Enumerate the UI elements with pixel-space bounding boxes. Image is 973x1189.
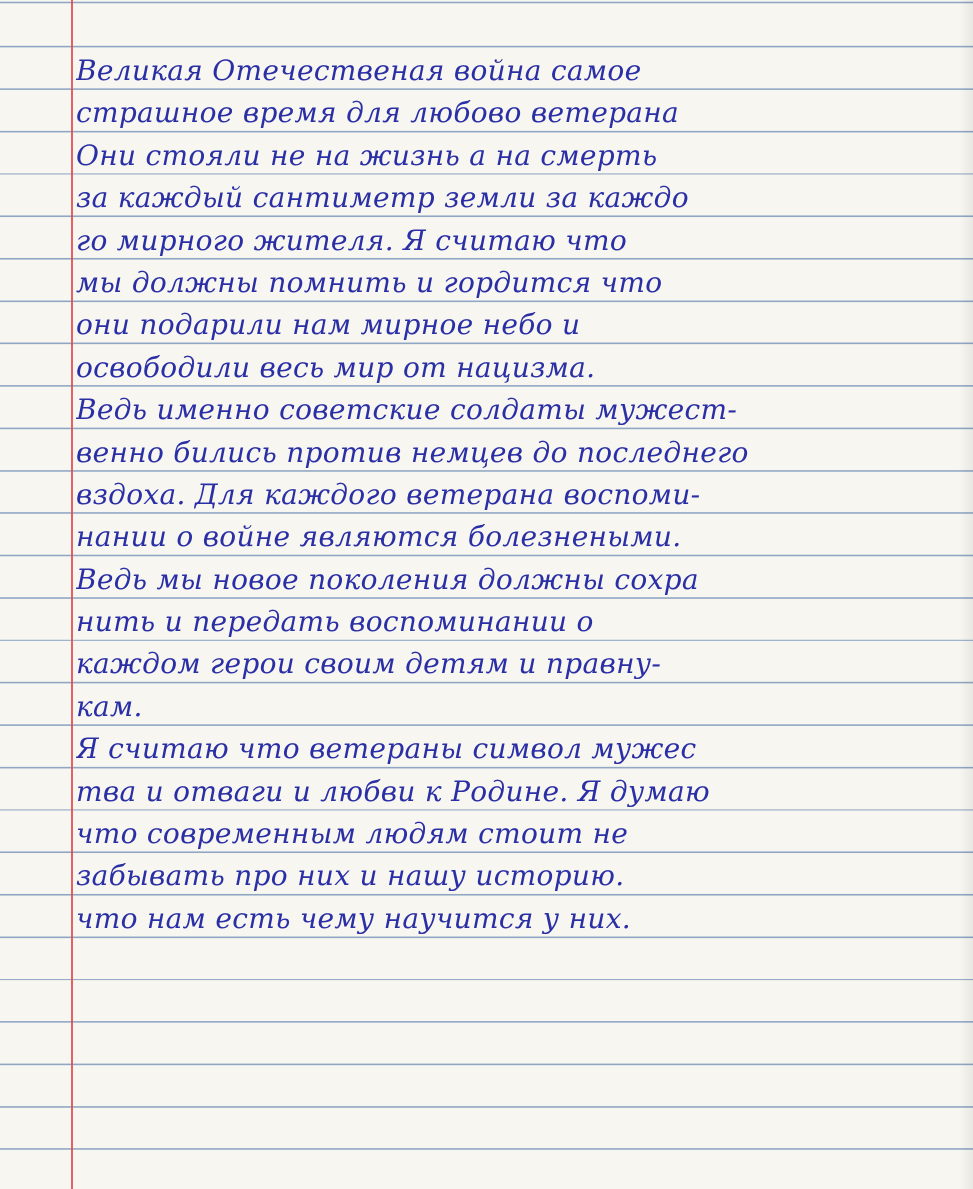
text-line: вздоха. Для каждого ветерана воспоми- <box>76 477 701 511</box>
text-line: Они стояли не на жизнь а на смерть <box>76 138 658 172</box>
text-line: Ведь мы новое поколения должны сохра <box>76 562 699 596</box>
text-line: за каждый сантиметр земли за каждо <box>76 181 689 215</box>
text-line: забывать про них и нашу историю. <box>76 859 625 893</box>
text-line: они подарили нам мирное небо и <box>76 308 581 342</box>
text-line: Великая Отечественая война самое <box>76 54 642 87</box>
text-line: что нам есть чему научится у них. <box>76 901 631 935</box>
text-line: Я считаю что ветераны символ мужес <box>76 732 697 766</box>
text-line: кам. <box>76 689 143 723</box>
text-line: го мирного жителя. Я считаю что <box>76 223 628 257</box>
text-line: нании о войне являются болезнеными. <box>76 520 682 554</box>
text-line: освободили весь мир от нацизма. <box>76 350 596 384</box>
text-line: Ведь именно советские солдаты мужест- <box>76 393 738 427</box>
text-line: мы должны помнить и гордится что <box>76 265 663 299</box>
text-line: тва и отваги и любви к Родине. Я думаю <box>76 774 710 808</box>
text-line: что современным людям стоит не <box>76 817 629 851</box>
margin-line <box>71 0 73 1189</box>
text-line: нить и передать воспоминании о <box>76 605 594 639</box>
text-line: венно бились против немцев до последнего <box>76 435 749 469</box>
handwritten-essay <box>76 50 964 940</box>
text-line: страшное время для любово ветерана <box>76 96 680 130</box>
text-line: каждом герои своим детям и правну- <box>76 647 662 681</box>
